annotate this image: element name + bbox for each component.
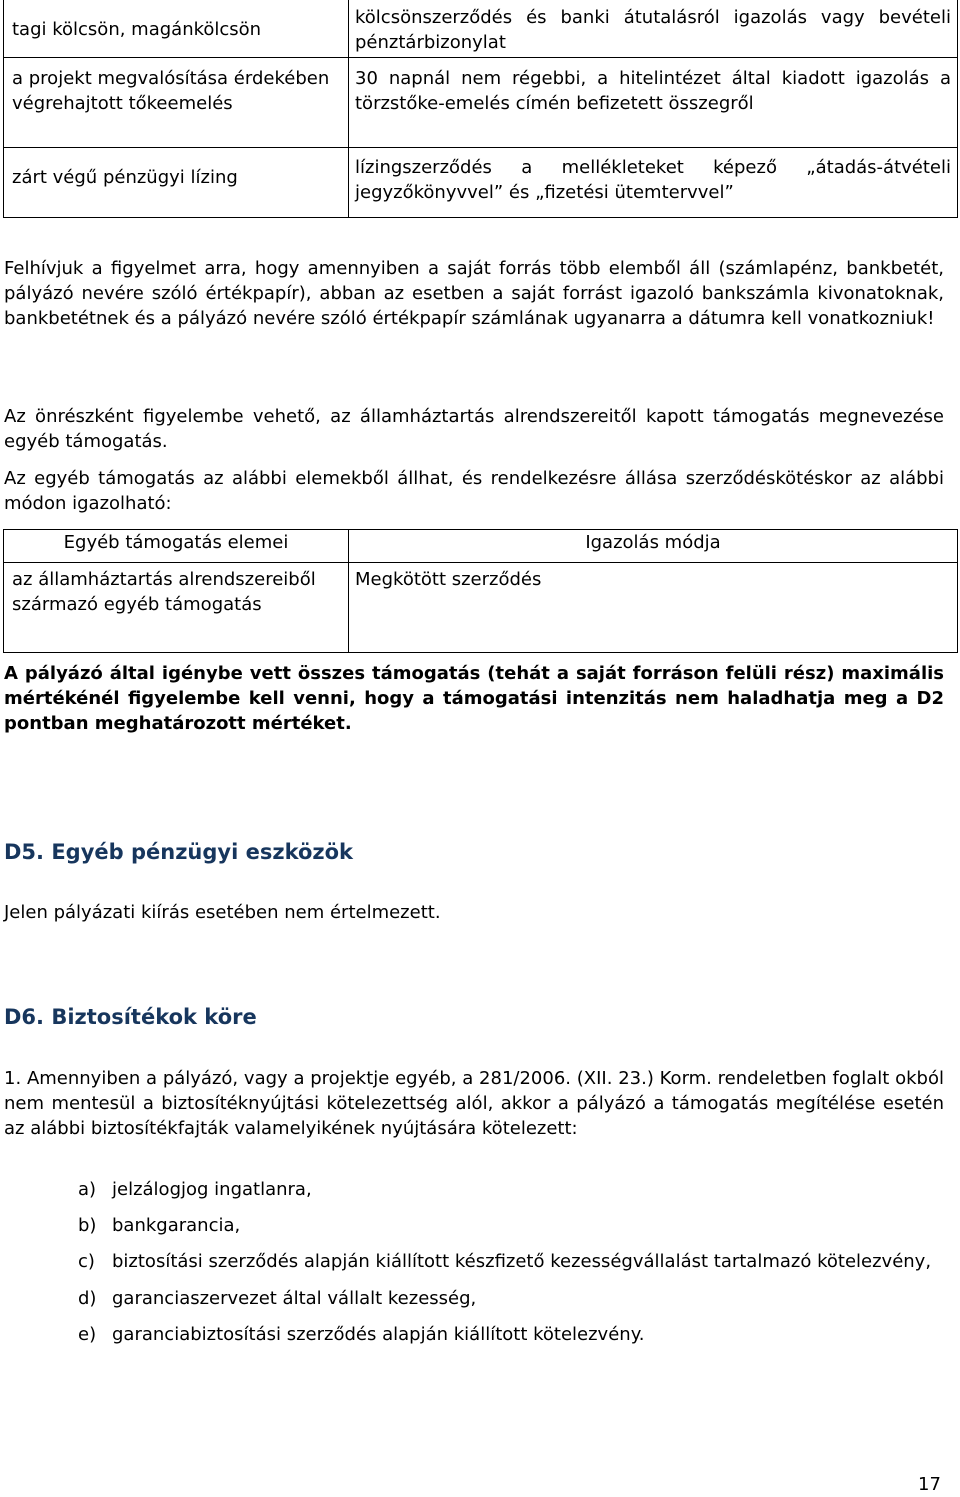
- table-header-cell: [349, 530, 958, 563]
- table-row: [4, 0, 958, 57]
- list-marker: a): [78, 1179, 97, 1200]
- list-item: [78, 1286, 944, 1311]
- paragraph-attention: Felhívjuk a figyelmet arra, hogy amennyiben a saját forrás több elemből áll (számlapénz, bankbetét, pályázó nevére szóló értékpapír), abban az esetben a saját forrást igazoló bankszámla kivonatoknak, bankbetétnek és a pályázó nevére szóló értékpapír számlának ugyanarra a dátumra kell vonatkozniuk!: [4, 258, 944, 329]
- list-text: garanciabiztosítási szerződés alapján kiállított kötelezvény.: [112, 1324, 645, 1345]
- list-item: [78, 1322, 944, 1347]
- cell-text: tagi kölcsön, magánkölcsön: [12, 19, 262, 40]
- paragraph-d5: Jelen pályázati kiírás esetében nem értelmezett.: [4, 902, 441, 923]
- list-item: [78, 1249, 944, 1274]
- cell-text: zárt végű pénzügyi lízing: [12, 166, 238, 188]
- table-header-cell: [4, 530, 349, 563]
- list-marker: d): [78, 1288, 97, 1309]
- header-text: Igazolás módja: [585, 532, 721, 553]
- paragraph-own-contribution: Az önrészként figyelembe vehető, az államháztartás alrendszereitől kapott támogatás megnevezése egyéb támogatás.: [4, 406, 944, 452]
- support-table: [3, 529, 958, 653]
- paragraph-bold-note: A pályázó által igénybe vett összes támogatás (tehát a saját forráson felüli rész) maximális mértékénél figyelembe kell venni, hogy a támogatási intenzitás nem haladhatja meg a D2 pontban meghatározott mértéket.: [4, 663, 944, 734]
- page-number: 17: [918, 1474, 941, 1495]
- table-cell: [4, 563, 349, 653]
- header-text: Egyéb támogatás elemei: [63, 532, 289, 553]
- cell-text: 30 napnál nem régebbi, a hitelintézet által kiadott igazolás a törzstőke-emelés címén befizetett összegről: [355, 67, 951, 114]
- list-text: garanciaszervezet által vállalt kezesség,: [112, 1288, 477, 1309]
- list-text: jelzálogjog ingatlanra,: [112, 1179, 312, 1200]
- list-text: bankgarancia,: [112, 1215, 241, 1236]
- table-cell: [349, 0, 958, 57]
- cell-text: lízingszerződés a mellékleteket képező „átadás-átvételi jegyzőkönyvvel” és „fizetési ütemtervvel”: [355, 156, 951, 203]
- section-heading-d5: D5. Egyéb pénzügyi eszközök: [4, 840, 354, 864]
- guarantee-list: [78, 1177, 944, 1347]
- list-item: [78, 1177, 944, 1202]
- cell-text: kölcsönszerződés és banki átutalásról igazolás vagy bevételi pénztárbizonylat: [355, 7, 951, 53]
- paragraph-d6: 1. Amennyiben a pályázó, vagy a projektje egyéb, a 281/2006. (XII. 23.) Korm. rendeletben foglalt okból nem mentesül a biztosítéknyújtási kötelezettség alól, akkor a pályázó a támogatás megítélése esetén az alábbi biztosítékfajták valamelyikének nyújtására kötelezett:: [4, 1068, 944, 1139]
- paragraph-other-support: Az egyéb támogatás az alábbi elemekből állhat, és rendelkezésre állása szerződéskötéskor az alábbi módon igazolható:: [4, 468, 944, 514]
- table-cell: [4, 57, 349, 147]
- list-marker: e): [78, 1324, 97, 1345]
- table-row: [4, 147, 958, 217]
- list-item: [78, 1213, 944, 1238]
- list-marker: c): [78, 1251, 95, 1272]
- table-cell: [349, 147, 958, 217]
- cell-text: Megkötött szerződés: [355, 569, 542, 590]
- table-header-row: [4, 530, 958, 563]
- list-text: biztosítási szerződés alapján kiállított készfizető kezességvállalást tartalmazó kötelezvény,: [112, 1251, 932, 1272]
- table-cell: [4, 147, 349, 217]
- table-row: [4, 57, 958, 147]
- proof-table: [3, 0, 958, 218]
- list-marker: b): [78, 1215, 97, 1236]
- cell-text: az államháztartás alrendszereiből származó egyéb támogatás: [12, 569, 316, 615]
- cell-text: a projekt megvalósítása érdekében végrehajtott tőkeemelés: [12, 67, 330, 114]
- section-heading-d6: D6. Biztosítékok köre: [4, 1005, 257, 1029]
- table-cell: [349, 563, 958, 653]
- table-cell: [4, 0, 349, 57]
- table-row: [4, 563, 958, 653]
- table-cell: [349, 57, 958, 147]
